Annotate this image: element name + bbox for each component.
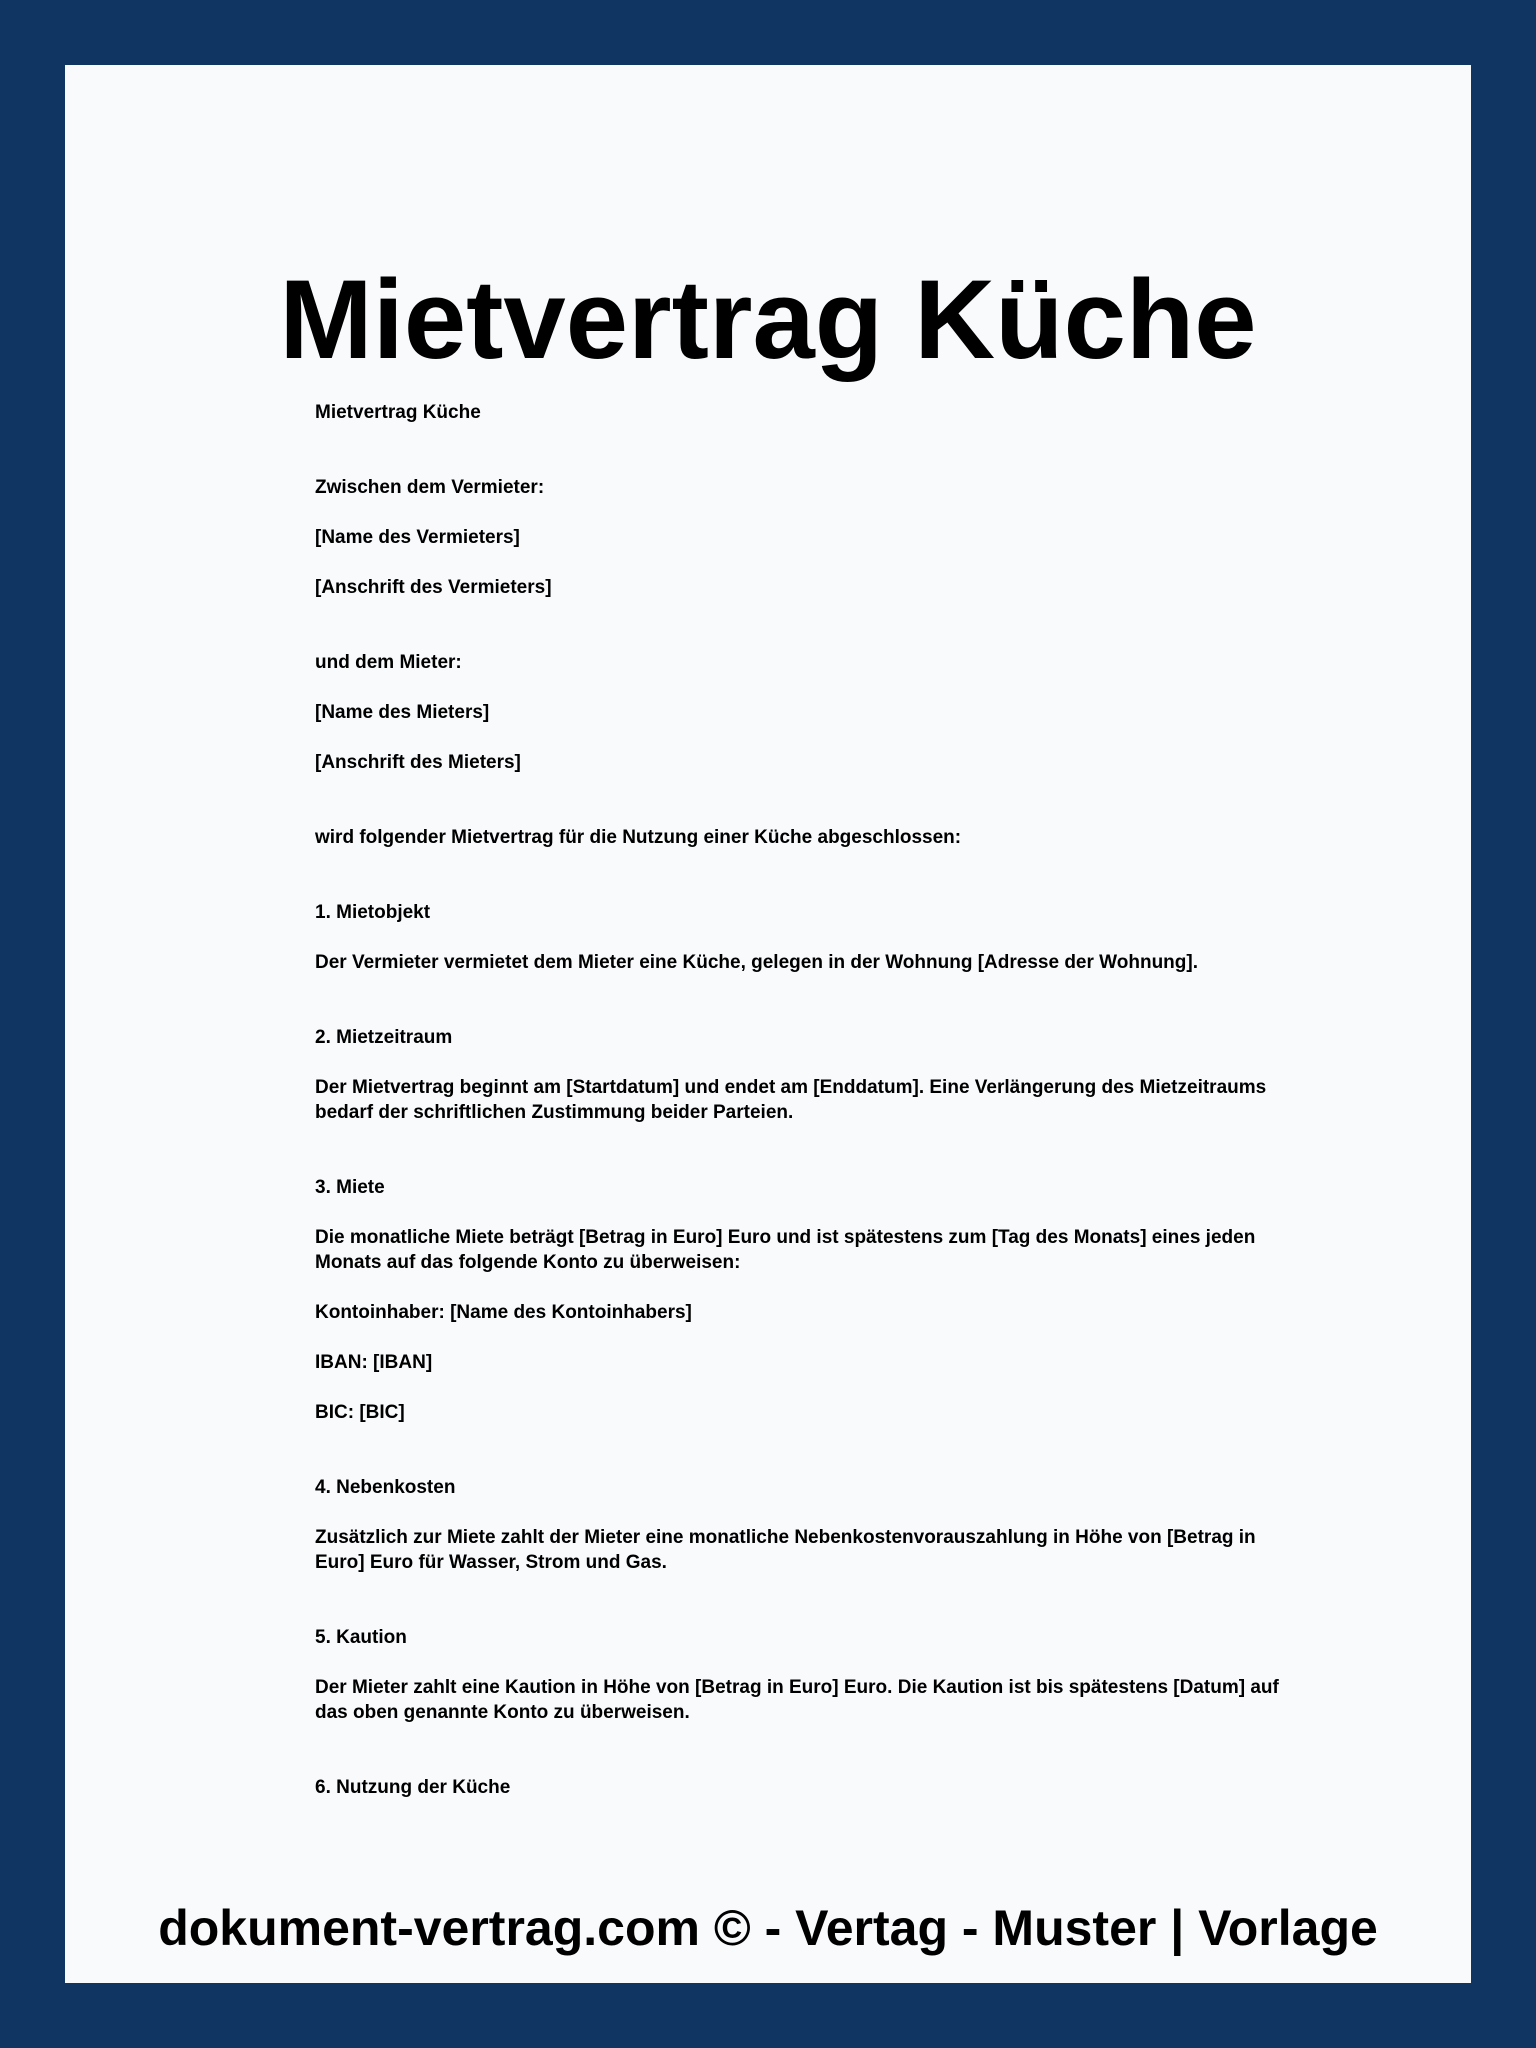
document-page	[65, 65, 1471, 1983]
section-text-nebenkosten: Euro] Euro für Wasser, Strom und Gas.	[315, 1552, 667, 1573]
section-text-miete: Monats auf das folgende Konto zu überweisen:	[315, 1252, 741, 1273]
tenant-address-placeholder: [Anschrift des Mieters]	[315, 752, 521, 773]
section-text-miete: Die monatliche Miete beträgt [Betrag in Euro] Euro und ist spätestens zum [Tag des Monats] eines jeden	[315, 1227, 1256, 1248]
contract-intro-sentence: wird folgender Mietvertrag für die Nutzung einer Küche abgeschlossen:	[315, 827, 962, 848]
section-heading-miete: 3. Miete	[315, 1177, 385, 1198]
footer-watermark: dokument-vertrag.com © - Vertag - Muster | Vorlage	[158, 1900, 1378, 1956]
section-text-mietobjekt: Der Vermieter vermietet dem Mieter eine Küche, gelegen in der Wohnung [Adresse der Wohnung].	[315, 952, 1198, 973]
bic-line: BIC: [BIC]	[315, 1402, 405, 1423]
document-title: Mietvertrag Küche	[279, 257, 1257, 382]
section-heading-kaution: 5. Kaution	[315, 1627, 407, 1648]
section-text-kaution: das oben genannte Konto zu überweisen.	[315, 1702, 690, 1723]
section-text-nebenkosten: Zusätzlich zur Miete zahlt der Mieter eine monatliche Nebenkostenvorauszahlung in Höhe von [Betrag in	[315, 1527, 1256, 1548]
section-heading-mietobjekt: 1. Mietobjekt	[315, 902, 431, 923]
iban-line: IBAN: [IBAN]	[315, 1352, 433, 1373]
section-text-mietzeitraum: Der Mietvertrag beginnt am [Startdatum] und endet am [Enddatum]. Eine Verlängerung des Mietzeitraums	[315, 1077, 1267, 1098]
contract-heading: Mietvertrag Küche	[315, 402, 481, 423]
section-heading-mietzeitraum: 2. Mietzeitraum	[315, 1027, 453, 1048]
tenant-intro: und dem Mieter:	[315, 652, 462, 673]
tenant-name-placeholder: [Name des Mieters]	[315, 702, 490, 723]
account-holder-line: Kontoinhaber: [Name des Kontoinhabers]	[315, 1302, 692, 1323]
section-text-kaution: Der Mieter zahlt eine Kaution in Höhe von [Betrag in Euro] Euro. Die Kaution ist bis spätestens [Datum] auf	[315, 1677, 1279, 1698]
landlord-name-placeholder: [Name des Vermieters]	[315, 527, 520, 548]
section-heading-nutzung: 6. Nutzung der Küche	[315, 1777, 511, 1798]
section-text-mietzeitraum: bedarf der schriftlichen Zustimmung beider Parteien.	[315, 1102, 794, 1123]
section-heading-nebenkosten: 4. Nebenkosten	[315, 1477, 456, 1498]
landlord-intro: Zwischen dem Vermieter:	[315, 477, 545, 498]
landlord-address-placeholder: [Anschrift des Vermieters]	[315, 577, 552, 598]
